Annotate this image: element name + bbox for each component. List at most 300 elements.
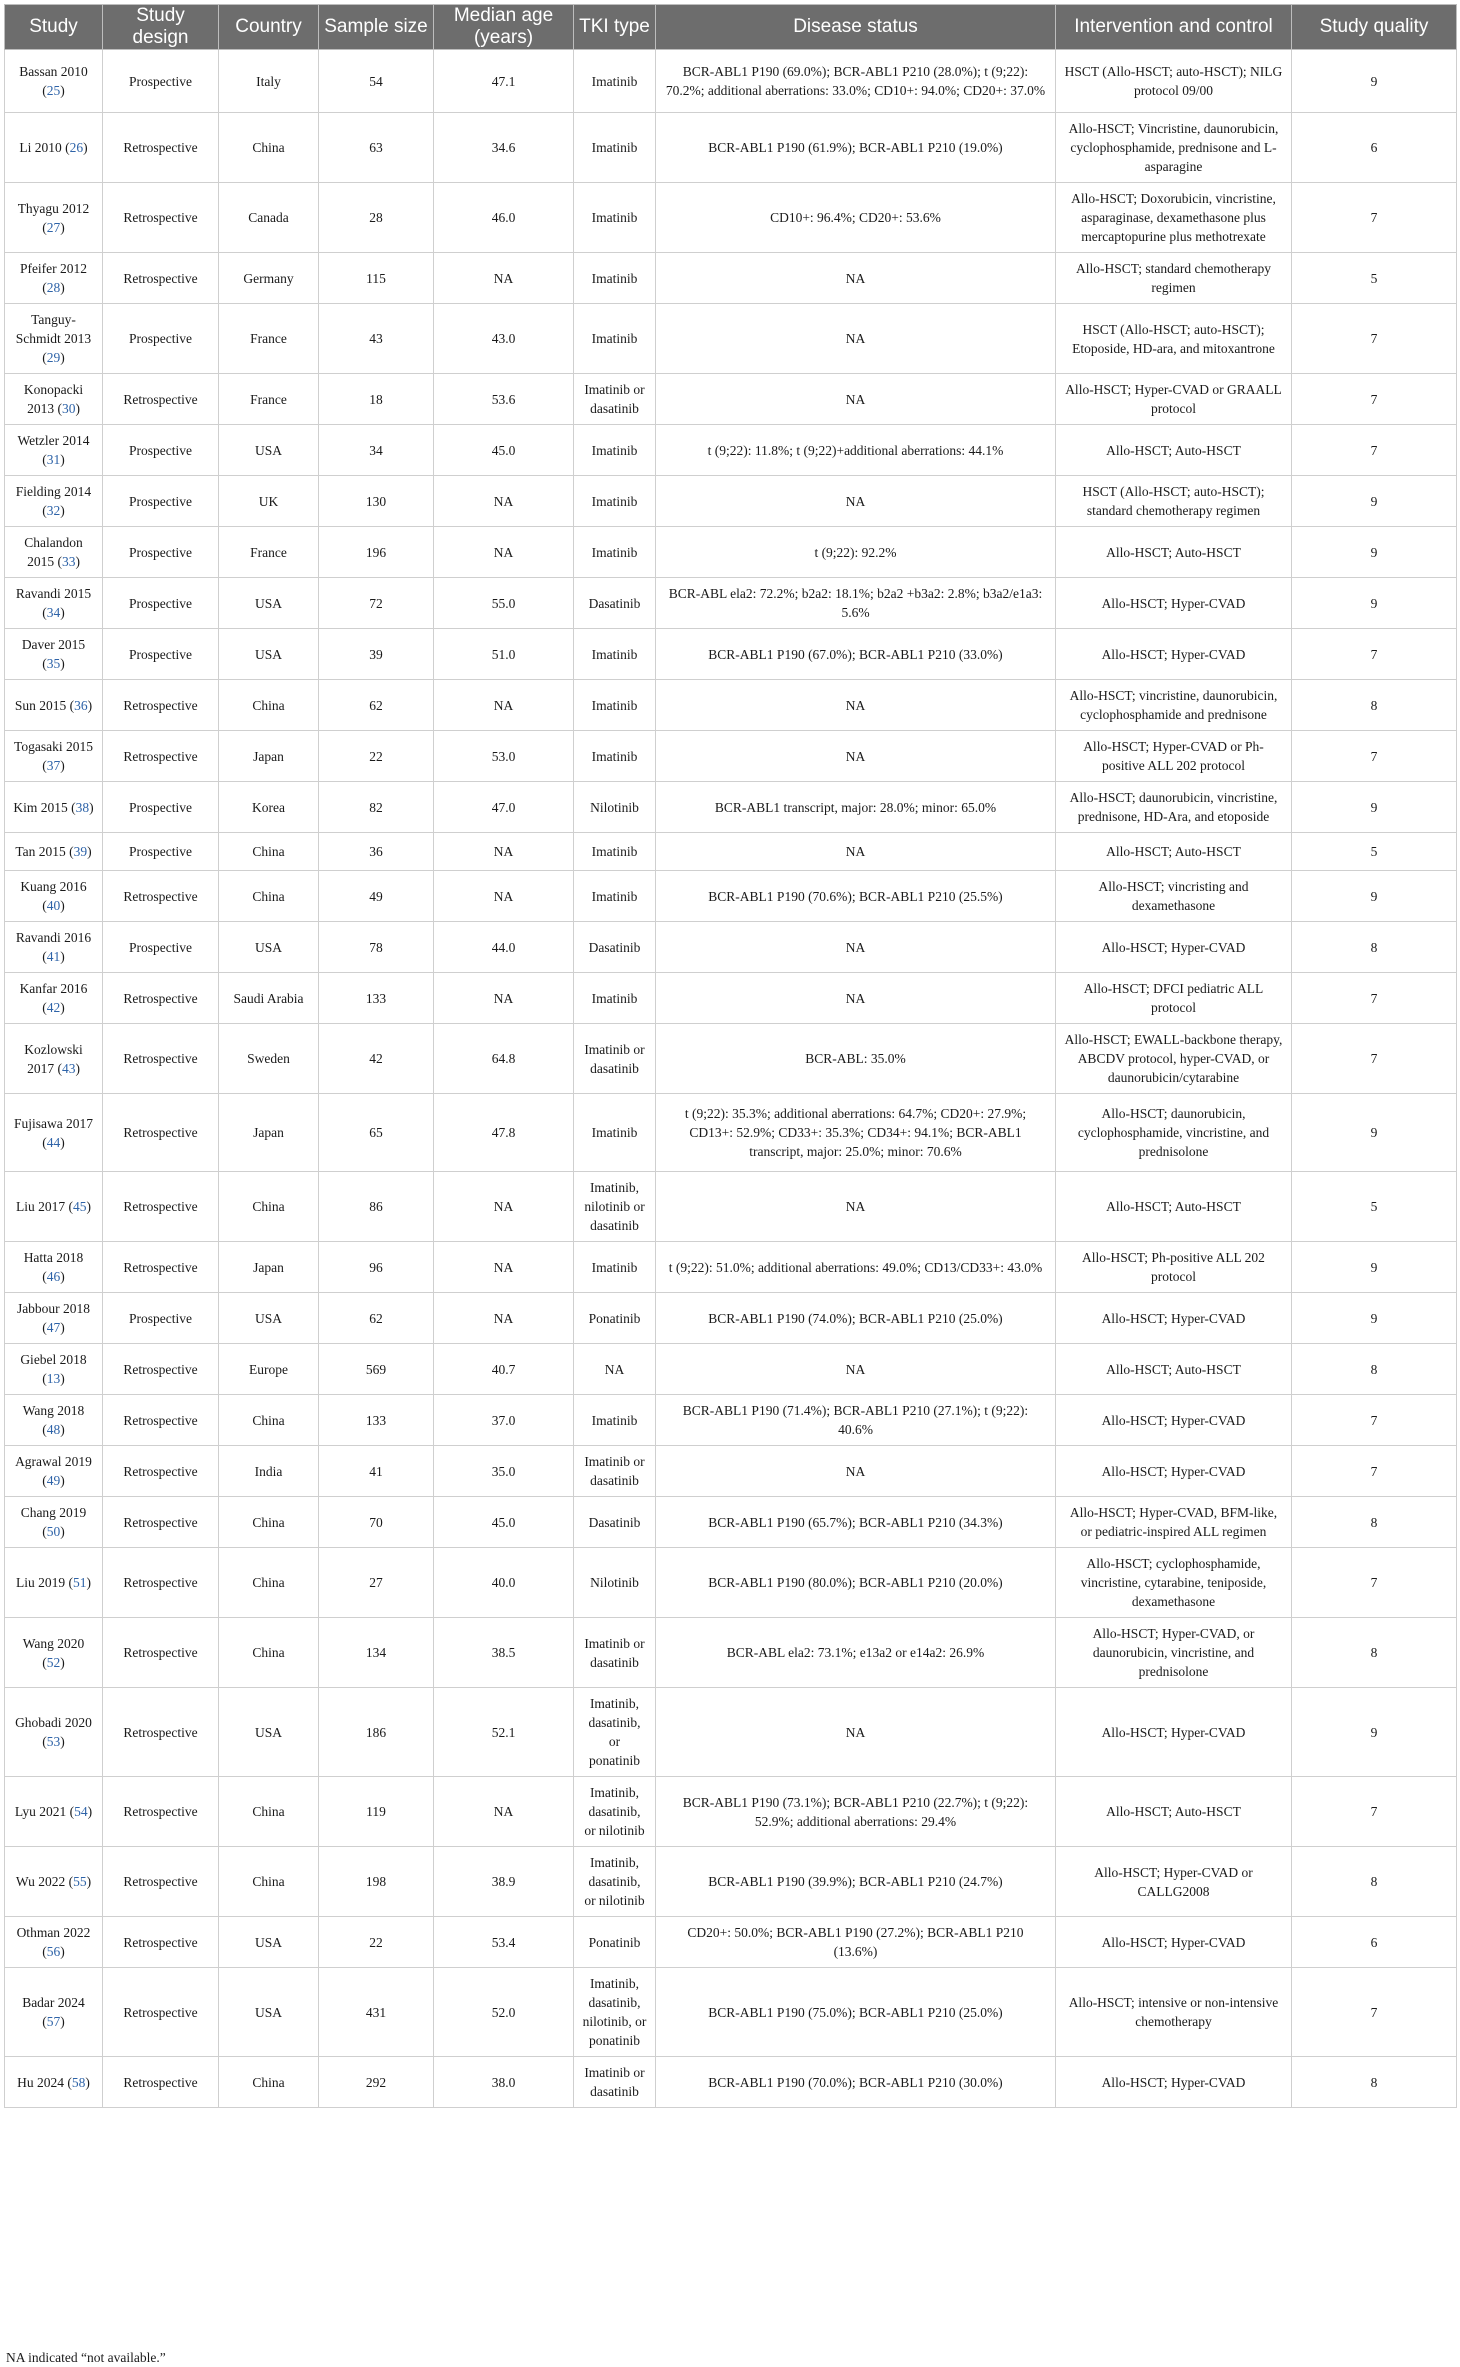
cell-study: Giebel 2018 (13): [5, 1344, 103, 1395]
study-name: Pfeifer 2012: [19, 261, 88, 276]
cell-intervention: Allo-HSCT; Hyper-CVAD or CALLG2008: [1056, 1847, 1292, 1917]
cell-study-quality: 7: [1292, 425, 1457, 476]
cell-study-design: Retrospective: [103, 1847, 219, 1917]
cell-intervention: Allo-HSCT; vincristine, daunorubicin, cyclophosphamide and prednisone: [1056, 680, 1292, 731]
reference-link[interactable]: 35: [46, 656, 61, 671]
cell-sample-size: 115: [319, 253, 434, 304]
cell-tki-type: Imatinib or dasatinib: [574, 2057, 656, 2108]
reference-link[interactable]: 46: [46, 1269, 61, 1284]
table-row: [5, 527, 1457, 578]
cell-sample-size: 130: [319, 476, 434, 527]
cell-country: Japan: [219, 1094, 319, 1172]
cell-country: USA: [219, 578, 319, 629]
study-name: Ghobadi 2020: [15, 1715, 92, 1730]
study-name: Ravandi 2016: [15, 930, 92, 945]
cell-country: Germany: [219, 253, 319, 304]
reference-link[interactable]: 32: [46, 503, 61, 518]
cell-disease-status: BCR-ABL1 P190 (69.0%); BCR-ABL1 P210 (28.0%); t (9;22): 70.2%; additional aberrations: 33.0%; CD10+: 94.0%; CD20+: 37.0%: [656, 50, 1056, 113]
reference-link[interactable]: 13: [46, 1371, 61, 1386]
cell-tki-type: Imatinib: [574, 527, 656, 578]
cell-sample-size: 49: [319, 871, 434, 922]
cell-tki-type: Imatinib: [574, 731, 656, 782]
study-name: Kim 2015: [13, 799, 68, 815]
reference-link[interactable]: 42: [46, 1000, 61, 1015]
cell-study: Wang 2018 (48): [5, 1395, 103, 1446]
cell-tki-type: Imatinib: [574, 425, 656, 476]
cell-study-design: Retrospective: [103, 1497, 219, 1548]
cell-median-age: 53.0: [434, 731, 574, 782]
reference-link[interactable]: 58: [71, 2074, 86, 2090]
cell-intervention: Allo-HSCT; Hyper-CVAD or Ph-positive ALL 202 protocol: [1056, 731, 1292, 782]
cell-median-age: NA: [434, 973, 574, 1024]
study-name: Tanguy-Schmidt 2013: [15, 312, 92, 346]
cell-sample-size: 569: [319, 1344, 434, 1395]
cell-study-quality: 9: [1292, 871, 1457, 922]
cell-sample-size: 82: [319, 782, 434, 833]
header-tki-type: TKI type: [574, 5, 656, 50]
cell-study-design: Retrospective: [103, 1777, 219, 1847]
table-row: [5, 1172, 1457, 1242]
cell-intervention: Allo-HSCT; Hyper-CVAD: [1056, 629, 1292, 680]
cell-study-design: Retrospective: [103, 253, 219, 304]
cell-disease-status: t (9;22): 51.0%; additional aberrations: 49.0%; CD13/CD33+: 43.0%: [656, 1242, 1056, 1293]
study-name: Togasaki 2015: [14, 739, 93, 754]
cell-study-quality: 9: [1292, 476, 1457, 527]
cell-intervention: Allo-HSCT; vincristing and dexamethasone: [1056, 871, 1292, 922]
cell-study: Thyagu 2012 (27): [5, 183, 103, 253]
cell-study: Hu 2024 (58): [5, 2057, 103, 2108]
cell-sample-size: 27: [319, 1548, 434, 1618]
cell-country: Canada: [219, 183, 319, 253]
cell-sample-size: 22: [319, 731, 434, 782]
cell-intervention: Allo-HSCT; EWALL-backbone therapy, ABCDV protocol, hyper-CVAD, or daunorubicin/cytarabine: [1056, 1024, 1292, 1094]
cell-country: Japan: [219, 1242, 319, 1293]
cell-tki-type: Nilotinib: [574, 782, 656, 833]
cell-disease-status: NA: [656, 973, 1056, 1024]
cell-study: Togasaki 2015 (37): [5, 731, 103, 782]
cell-study-design: Retrospective: [103, 183, 219, 253]
cell-study-quality: 6: [1292, 113, 1457, 183]
cell-tki-type: Imatinib or dasatinib: [574, 1024, 656, 1094]
cell-tki-type: Imatinib, dasatinib, or nilotinib: [574, 1777, 656, 1847]
cell-sample-size: 62: [319, 680, 434, 731]
study-name: Fujisawa 2017: [13, 1115, 94, 1131]
cell-intervention: Allo-HSCT; Hyper-CVAD or GRAALL protocol: [1056, 374, 1292, 425]
cell-median-age: NA: [434, 1172, 574, 1242]
cell-study-quality: 7: [1292, 629, 1457, 680]
cell-study: Hatta 2018 (46): [5, 1242, 103, 1293]
cell-study: Wang 2020 (52): [5, 1618, 103, 1688]
reference-link[interactable]: 41: [46, 949, 61, 964]
cell-study-design: Prospective: [103, 527, 219, 578]
table-row: [5, 1548, 1457, 1618]
cell-sample-size: 86: [319, 1172, 434, 1242]
cell-median-age: 37.0: [434, 1395, 574, 1446]
reference-link[interactable]: 29: [46, 350, 61, 365]
cell-country: France: [219, 304, 319, 374]
table-row: [5, 1024, 1457, 1094]
cell-study-design: Prospective: [103, 304, 219, 374]
cell-disease-status: NA: [656, 476, 1056, 527]
table-row: [5, 253, 1457, 304]
cell-sample-size: 42: [319, 1024, 434, 1094]
cell-median-age: 64.8: [434, 1024, 574, 1094]
cell-tki-type: Imatinib, dasatinib, or ponatinib: [574, 1688, 656, 1777]
cell-study-quality: 7: [1292, 183, 1457, 253]
study-name: Hatta 2018: [23, 1250, 84, 1265]
reference-link[interactable]: 33: [61, 554, 76, 569]
cell-study-design: Retrospective: [103, 374, 219, 425]
table-row: [5, 1497, 1457, 1548]
cell-median-age: 53.6: [434, 374, 574, 425]
study-name: Tan 2015: [15, 844, 66, 859]
reference-link[interactable]: 52: [46, 1654, 61, 1670]
cell-study-design: Retrospective: [103, 680, 219, 731]
cell-sample-size: 41: [319, 1446, 434, 1497]
cell-study: Fielding 2014 (32): [5, 476, 103, 527]
cell-intervention: HSCT (Allo-HSCT; auto-HSCT); Etoposide, HD-ara, and mitoxantrone: [1056, 304, 1292, 374]
table-body: [5, 50, 1457, 2108]
cell-disease-status: BCR-ABL1 P190 (74.0%); BCR-ABL1 P210 (25.0%): [656, 1293, 1056, 1344]
cell-country: China: [219, 871, 319, 922]
cell-intervention: Allo-HSCT; Doxorubicin, vincristine, asparaginase, dexamethasone plus mercaptopurine plus methotrexate: [1056, 183, 1292, 253]
cell-study-design: Retrospective: [103, 731, 219, 782]
reference-link[interactable]: 51: [73, 1575, 87, 1590]
cell-study: Lyu 2021 (54): [5, 1777, 103, 1847]
cell-study-quality: 8: [1292, 1497, 1457, 1548]
cell-median-age: 38.0: [434, 2057, 574, 2108]
cell-tki-type: Imatinib: [574, 304, 656, 374]
cell-intervention: Allo-HSCT; Auto-HSCT: [1056, 1777, 1292, 1847]
cell-study: Fujisawa 2017 (44): [5, 1094, 103, 1172]
cell-disease-status: NA: [656, 304, 1056, 374]
reference-link[interactable]: 27: [46, 219, 61, 235]
reference-link[interactable]: 28: [46, 280, 61, 295]
header-disease-status: Disease status: [656, 5, 1056, 50]
reference-link[interactable]: 44: [46, 1134, 61, 1150]
study-name: Thyagu 2012: [17, 200, 90, 216]
cell-intervention: Allo-HSCT; daunorubicin, vincristine, prednisone, HD-Ara, and etoposide: [1056, 782, 1292, 833]
study-name: Badar 2024: [22, 1995, 85, 2010]
reference-link[interactable]: 36: [74, 697, 88, 713]
cell-study: Kim 2015 (38): [5, 782, 103, 833]
cell-country: USA: [219, 922, 319, 973]
cell-tki-type: NA: [574, 1344, 656, 1395]
table-row: [5, 113, 1457, 183]
cell-study-quality: 9: [1292, 1688, 1457, 1777]
cell-study-design: Prospective: [103, 833, 219, 871]
cell-country: China: [219, 1497, 319, 1548]
cell-study: Agrawal 2019 (49): [5, 1446, 103, 1497]
cell-disease-status: NA: [656, 1172, 1056, 1242]
table-row: [5, 973, 1457, 1024]
cell-median-age: 40.0: [434, 1548, 574, 1618]
cell-study-design: Prospective: [103, 629, 219, 680]
cell-tki-type: Imatinib or dasatinib: [574, 374, 656, 425]
reference-link[interactable]: 31: [46, 452, 61, 467]
cell-study-quality: 7: [1292, 731, 1457, 782]
cell-study: Othman 2022 (56): [5, 1917, 103, 1968]
cell-country: China: [219, 1172, 319, 1242]
table-row: [5, 183, 1457, 253]
cell-study-quality: 7: [1292, 1968, 1457, 2057]
cell-country: USA: [219, 425, 319, 476]
reference-link[interactable]: 40: [46, 898, 61, 913]
cell-study-quality: 7: [1292, 1024, 1457, 1094]
cell-study-quality: 5: [1292, 253, 1457, 304]
cell-intervention: Allo-HSCT; Hyper-CVAD, or daunorubicin, vincristine, and prednisolone: [1056, 1618, 1292, 1688]
study-name: Wetzler 2014: [17, 433, 90, 448]
cell-study-quality: 8: [1292, 1847, 1457, 1917]
cell-study-design: Retrospective: [103, 1548, 219, 1618]
cell-study-quality: 5: [1292, 1172, 1457, 1242]
cell-country: France: [219, 374, 319, 425]
cell-intervention: Allo-HSCT; Hyper-CVAD, BFM-like, or pediatric-inspired ALL regimen: [1056, 1497, 1292, 1548]
cell-intervention: Allo-HSCT; daunorubicin, cyclophosphamide, vincristine, and prednisolone: [1056, 1094, 1292, 1172]
cell-tki-type: Ponatinib: [574, 1293, 656, 1344]
cell-study: Ravandi 2015 (34): [5, 578, 103, 629]
reference-link[interactable]: 43: [61, 1060, 76, 1076]
cell-median-age: 47.8: [434, 1094, 574, 1172]
cell-disease-status: BCR-ABL1 P190 (71.4%); BCR-ABL1 P210 (27.1%); t (9;22): 40.6%: [656, 1395, 1056, 1446]
cell-median-age: 35.0: [434, 1446, 574, 1497]
header-study: Study: [5, 5, 103, 50]
cell-study: Wetzler 2014 (31): [5, 425, 103, 476]
cell-study: Liu 2017 (45): [5, 1172, 103, 1242]
cell-sample-size: 18: [319, 374, 434, 425]
study-name: Wang 2020: [22, 1635, 85, 1651]
cell-study: Kuang 2016 (40): [5, 871, 103, 922]
cell-tki-type: Imatinib: [574, 973, 656, 1024]
table-row: [5, 629, 1457, 680]
cell-tki-type: Ponatinib: [574, 1917, 656, 1968]
table-row: [5, 304, 1457, 374]
cell-study-quality: 9: [1292, 782, 1457, 833]
cell-study-design: Retrospective: [103, 973, 219, 1024]
cell-intervention: Allo-HSCT; Hyper-CVAD: [1056, 1688, 1292, 1777]
reference-link[interactable]: 38: [75, 799, 90, 815]
cell-median-age: 43.0: [434, 304, 574, 374]
cell-sample-size: 28: [319, 183, 434, 253]
cell-study-design: Retrospective: [103, 1968, 219, 2057]
cell-study-design: Retrospective: [103, 2057, 219, 2108]
cell-country: USA: [219, 1293, 319, 1344]
cell-country: Europe: [219, 1344, 319, 1395]
cell-study: Kanfar 2016 (42): [5, 973, 103, 1024]
cell-disease-status: CD10+: 96.4%; CD20+: 53.6%: [656, 183, 1056, 253]
table-row: [5, 1917, 1457, 1968]
reference-link[interactable]: 45: [73, 1199, 87, 1214]
table-row: [5, 1777, 1457, 1847]
reference-link[interactable]: 50: [46, 1524, 61, 1539]
cell-study: Liu 2019 (51): [5, 1548, 103, 1618]
cell-study-design: Retrospective: [103, 1688, 219, 1777]
cell-study-quality: 7: [1292, 1395, 1457, 1446]
cell-country: China: [219, 1847, 319, 1917]
reference-link[interactable]: 47: [46, 1320, 61, 1335]
cell-study-design: Prospective: [103, 782, 219, 833]
header-sample-size: Sample size: [319, 5, 434, 50]
cell-study-design: Retrospective: [103, 1094, 219, 1172]
cell-country: China: [219, 833, 319, 871]
cell-study-design: Retrospective: [103, 1344, 219, 1395]
cell-study: Ravandi 2016 (41): [5, 922, 103, 973]
cell-median-age: 52.1: [434, 1688, 574, 1777]
cell-intervention: HSCT (Allo-HSCT; auto-HSCT); standard chemotherapy regimen: [1056, 476, 1292, 527]
cell-intervention: Allo-HSCT; intensive or non-intensive chemotherapy: [1056, 1968, 1292, 2057]
cell-country: USA: [219, 1917, 319, 1968]
study-name: Kanfar 2016: [19, 981, 88, 996]
study-name: Bassan 2010: [19, 64, 88, 79]
table-row: [5, 1446, 1457, 1497]
cell-study: Chang 2019 (50): [5, 1497, 103, 1548]
cell-median-age: 46.0: [434, 183, 574, 253]
table-row: [5, 1395, 1457, 1446]
cell-sample-size: 134: [319, 1618, 434, 1688]
cell-study-quality: 5: [1292, 833, 1457, 871]
cell-tki-type: Imatinib, dasatinib, nilotinib, or ponatinib: [574, 1968, 656, 2057]
table-footnote: NA indicated “not available.”: [6, 2350, 166, 2365]
study-name: Daver 2015: [21, 637, 86, 652]
reference-link[interactable]: 37: [46, 758, 61, 773]
study-name: Ravandi 2015: [15, 586, 92, 601]
table-row: [5, 476, 1457, 527]
cell-country: China: [219, 1618, 319, 1688]
cell-study-design: Retrospective: [103, 1395, 219, 1446]
cell-intervention: Allo-HSCT; Auto-HSCT: [1056, 833, 1292, 871]
header-study-quality: Study quality: [1292, 5, 1457, 50]
cell-intervention: Allo-HSCT; Auto-HSCT: [1056, 1344, 1292, 1395]
cell-sample-size: 96: [319, 1242, 434, 1293]
cell-median-age: 45.0: [434, 1497, 574, 1548]
cell-tki-type: Imatinib: [574, 1395, 656, 1446]
cell-country: China: [219, 2057, 319, 2108]
cell-study-quality: 7: [1292, 1446, 1457, 1497]
cell-study: Jabbour 2018 (47): [5, 1293, 103, 1344]
reference-link[interactable]: 54: [74, 1804, 88, 1819]
reference-link[interactable]: 26: [69, 140, 84, 155]
cell-intervention: Allo-HSCT; Auto-HSCT: [1056, 527, 1292, 578]
cell-study-quality: 8: [1292, 1344, 1457, 1395]
cell-country: China: [219, 1548, 319, 1618]
cell-median-age: 55.0: [434, 578, 574, 629]
reference-link[interactable]: 25: [46, 83, 61, 98]
cell-tki-type: Imatinib: [574, 871, 656, 922]
reference-link[interactable]: 30: [61, 401, 76, 416]
cell-intervention: Allo-HSCT; Hyper-CVAD: [1056, 922, 1292, 973]
reference-link[interactable]: 34: [46, 605, 61, 620]
cell-sample-size: 133: [319, 973, 434, 1024]
study-name: Lyu 2021: [14, 1804, 67, 1819]
cell-median-age: 40.7: [434, 1344, 574, 1395]
table-row: [5, 1094, 1457, 1172]
cell-disease-status: CD20+: 50.0%; BCR-ABL1 P190 (27.2%); BCR-ABL1 P210 (13.6%): [656, 1917, 1056, 1968]
header-country: Country: [219, 5, 319, 50]
cell-disease-status: NA: [656, 253, 1056, 304]
cell-country: India: [219, 1446, 319, 1497]
cell-country: Sweden: [219, 1024, 319, 1094]
cell-tki-type: Imatinib: [574, 1094, 656, 1172]
cell-sample-size: 63: [319, 113, 434, 183]
cell-study-design: Retrospective: [103, 113, 219, 183]
cell-median-age: 44.0: [434, 922, 574, 973]
table-row: [5, 731, 1457, 782]
cell-country: France: [219, 527, 319, 578]
cell-sample-size: 196: [319, 527, 434, 578]
cell-tki-type: Imatinib or dasatinib: [574, 1618, 656, 1688]
cell-intervention: Allo-HSCT; Hyper-CVAD: [1056, 1293, 1292, 1344]
cell-disease-status: BCR-ABL1 P190 (39.9%); BCR-ABL1 P210 (24.7%): [656, 1847, 1056, 1917]
reference-link[interactable]: 55: [73, 1874, 87, 1889]
cell-study: Bassan 2010 (25): [5, 50, 103, 113]
cell-median-age: 38.9: [434, 1847, 574, 1917]
study-name: Chang 2019: [20, 1505, 87, 1520]
cell-tki-type: Imatinib: [574, 113, 656, 183]
cell-tki-type: Nilotinib: [574, 1548, 656, 1618]
table-row: [5, 1847, 1457, 1917]
reference-link[interactable]: 49: [46, 1473, 61, 1488]
cell-intervention: Allo-HSCT; Hyper-CVAD: [1056, 578, 1292, 629]
cell-median-age: 51.0: [434, 629, 574, 680]
reference-link[interactable]: 57: [46, 2014, 61, 2029]
reference-link[interactable]: 56: [46, 1944, 61, 1959]
cell-study: Kozlowski 2017 (43): [5, 1024, 103, 1094]
cell-tki-type: Imatinib: [574, 629, 656, 680]
reference-link[interactable]: 48: [46, 1422, 61, 1437]
cell-study-design: Prospective: [103, 922, 219, 973]
cell-study-quality: 9: [1292, 1094, 1457, 1172]
cell-intervention: Allo-HSCT; cyclophosphamide, vincristine, cytarabine, teniposide, dexamethasone: [1056, 1548, 1292, 1618]
table-row: [5, 922, 1457, 973]
reference-link[interactable]: 53: [46, 1734, 61, 1749]
cell-tki-type: Imatinib, dasatinib, or nilotinib: [574, 1847, 656, 1917]
table-row: [5, 680, 1457, 731]
cell-median-age: 38.5: [434, 1618, 574, 1688]
cell-intervention: Allo-HSCT; standard chemotherapy regimen: [1056, 253, 1292, 304]
cell-disease-status: BCR-ABL1 P190 (75.0%); BCR-ABL1 P210 (25.0%): [656, 1968, 1056, 2057]
table-container: [4, 4, 1456, 2108]
cell-study-design: Retrospective: [103, 1618, 219, 1688]
study-name: Kuang 2016: [20, 879, 87, 894]
cell-median-age: NA: [434, 871, 574, 922]
cell-disease-status: BCR-ABL1 P190 (65.7%); BCR-ABL1 P210 (34.3%): [656, 1497, 1056, 1548]
cell-disease-status: BCR-ABL1 P190 (70.6%); BCR-ABL1 P210 (25.5%): [656, 871, 1056, 922]
cell-study-quality: 8: [1292, 2057, 1457, 2108]
cell-sample-size: 72: [319, 578, 434, 629]
cell-sample-size: 292: [319, 2057, 434, 2108]
study-name: Kozlowski 2017: [24, 1041, 83, 1076]
cell-sample-size: 431: [319, 1968, 434, 2057]
reference-link[interactable]: 39: [73, 844, 88, 859]
cell-disease-status: BCR-ABL1 transcript, major: 28.0%; minor: 65.0%: [656, 782, 1056, 833]
cell-study-quality: 9: [1292, 50, 1457, 113]
cell-median-age: NA: [434, 527, 574, 578]
cell-study-quality: 7: [1292, 304, 1457, 374]
cell-intervention: Allo-HSCT; Hyper-CVAD: [1056, 1917, 1292, 1968]
cell-tki-type: Imatinib: [574, 680, 656, 731]
cell-study: Badar 2024 (57): [5, 1968, 103, 2057]
cell-disease-status: NA: [656, 833, 1056, 871]
table-row: [5, 1293, 1457, 1344]
cell-disease-status: BCR-ABL: 35.0%: [656, 1024, 1056, 1094]
cell-disease-status: BCR-ABL ela2: 72.2%; b2a2: 18.1%; b2a2 +b3a2: 2.8%; b3a2/e1a3: 5.6%: [656, 578, 1056, 629]
cell-median-age: 47.1: [434, 50, 574, 113]
header-median-age: Median age (years): [434, 5, 574, 50]
cell-study-quality: 7: [1292, 973, 1457, 1024]
cell-median-age: NA: [434, 253, 574, 304]
cell-study-design: Prospective: [103, 50, 219, 113]
cell-study-quality: 7: [1292, 1548, 1457, 1618]
